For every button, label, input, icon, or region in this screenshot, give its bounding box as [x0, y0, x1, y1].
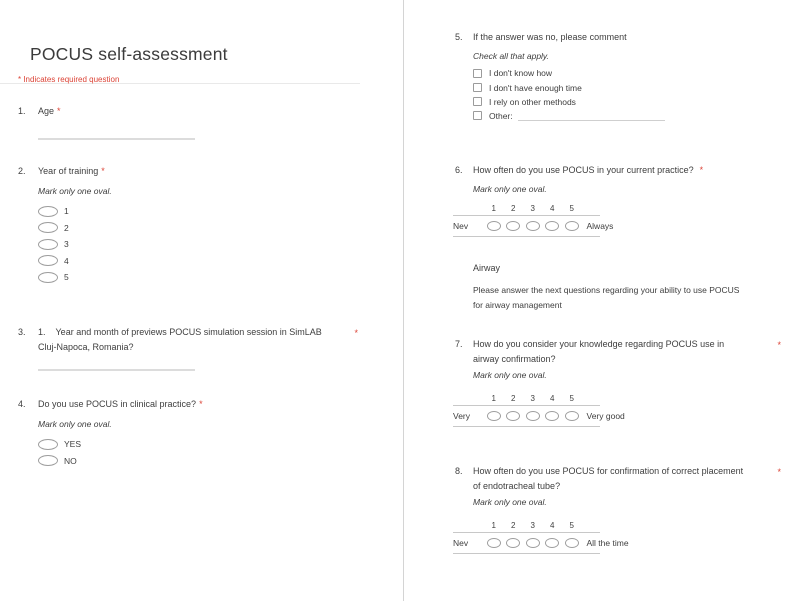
question-6-text: How often do you use POCUS in your current practice?: [473, 165, 694, 175]
other-option-label: Other:: [489, 111, 513, 121]
checkbox-icon[interactable]: [473, 83, 482, 92]
scale-oval-icon[interactable]: [487, 221, 501, 231]
radio-option-label: 3: [64, 239, 69, 250]
checkbox-option[interactable]: [473, 80, 582, 94]
radio-option-label: YES: [64, 439, 82, 450]
scale-tick: 5: [569, 394, 574, 403]
scale-tick: 1: [491, 204, 496, 213]
checkbox-option-label: I don't know how: [489, 68, 553, 79]
scale-oval-icon[interactable]: [565, 411, 579, 421]
question-3-text: 1. Year and month of previews POCUS simulation session in SimLAB Cluj-Napoca, Romania?: [38, 327, 325, 352]
question-8-hint: Mark only one oval.: [473, 497, 547, 507]
radio-oval-icon[interactable]: [38, 255, 58, 266]
scale-left-label: Very: [453, 411, 471, 421]
scale-oval-icon[interactable]: [487, 538, 501, 548]
question-2-hint: Mark only one oval.: [38, 186, 112, 196]
radio-option[interactable]: [38, 269, 69, 286]
question-5-checkboxes: [473, 66, 582, 109]
radio-oval-icon[interactable]: [38, 239, 58, 250]
checkbox-option[interactable]: [473, 66, 582, 80]
question-3: [18, 325, 358, 354]
question-5-text: If the answer was no, please comment: [473, 32, 627, 42]
checkbox-option-label: I rely on other methods: [489, 96, 576, 107]
question-5: [455, 30, 781, 45]
scale-oval-icon[interactable]: [545, 221, 559, 231]
scale-tick: 2: [511, 521, 516, 530]
question-5-hint: Check all that apply.: [473, 51, 549, 61]
question-8-scale: [453, 517, 629, 554]
checkbox-option-label: I don't have enough time: [489, 82, 582, 93]
radio-option[interactable]: [38, 236, 69, 253]
scale-tick: 1: [491, 521, 496, 530]
checkbox-icon[interactable]: [473, 69, 482, 78]
scale-tick: 4: [550, 204, 555, 213]
scale-row: [453, 215, 614, 237]
question-2-options: [38, 203, 69, 286]
question-3-number: 3.: [18, 327, 26, 337]
question-2-number: 2.: [18, 166, 26, 176]
scale-tick: 5: [569, 521, 574, 530]
scale-tick: 4: [550, 394, 555, 403]
radio-option[interactable]: [38, 220, 69, 237]
required-asterisk: *: [57, 106, 61, 116]
radio-option-label: 4: [64, 255, 69, 266]
checkbox-icon[interactable]: [473, 111, 482, 120]
scale-oval-icon[interactable]: [506, 538, 520, 548]
radio-option-label: 1: [64, 206, 69, 217]
scale-oval-icon[interactable]: [545, 411, 559, 421]
question-4: [18, 397, 358, 412]
scale-right-label: Always: [586, 221, 614, 231]
question-6-scale: [453, 200, 614, 237]
required-asterisk: *: [777, 467, 781, 477]
question-1-number: 1.: [18, 106, 26, 116]
column-divider: [403, 0, 404, 601]
scale-left-label: Nev: [453, 538, 469, 548]
required-note: * Indicates required question: [18, 75, 120, 84]
question-1-answer-line[interactable]: [38, 138, 195, 140]
radio-option[interactable]: [38, 436, 81, 453]
scale-tick: 2: [511, 394, 516, 403]
required-asterisk: *: [354, 328, 358, 338]
scale-tick: 5: [569, 204, 574, 213]
scale-tick-labels: [453, 517, 600, 532]
scale-oval-icon[interactable]: [487, 411, 501, 421]
radio-oval-icon[interactable]: [38, 455, 58, 466]
checkbox-icon[interactable]: [473, 97, 482, 106]
question-2: [18, 164, 358, 179]
scale-tick: 1: [491, 394, 496, 403]
question-8: [455, 464, 781, 493]
scale-tick: 3: [530, 394, 535, 403]
question-7: [455, 337, 781, 366]
question-6: [455, 163, 781, 178]
radio-oval-icon[interactable]: [38, 272, 58, 283]
scale-row: [453, 405, 625, 427]
scale-tick: 2: [511, 204, 516, 213]
section-description: Please answer the next questions regarding your ability to use POCUS for airway management: [473, 285, 740, 310]
radio-option[interactable]: [38, 253, 69, 270]
radio-option[interactable]: [38, 203, 69, 220]
question-6-hint: Mark only one oval.: [473, 184, 547, 194]
question-5-number: 5.: [455, 32, 463, 42]
radio-option-label: 5: [64, 272, 69, 283]
scale-tick-labels: [453, 390, 600, 405]
scale-tick: 4: [550, 521, 555, 530]
required-asterisk: *: [777, 340, 781, 350]
question-3-answer-line[interactable]: [38, 369, 195, 371]
scale-oval-icon[interactable]: [526, 411, 540, 421]
checkbox-option[interactable]: [473, 95, 582, 109]
scale-left-label: Nev: [453, 221, 469, 231]
scale-tick-labels: [453, 200, 600, 215]
scale-oval-icon[interactable]: [526, 538, 540, 548]
scale-oval-icon[interactable]: [506, 411, 520, 421]
scale-right-label: All the time: [586, 538, 629, 548]
question-6-number: 6.: [455, 165, 463, 175]
radio-oval-icon[interactable]: [38, 439, 58, 450]
radio-oval-icon[interactable]: [38, 222, 58, 233]
question-8-number: 8.: [455, 466, 463, 476]
other-answer-line[interactable]: [518, 111, 665, 121]
scale-oval-icon[interactable]: [545, 538, 559, 548]
scale-oval-icon[interactable]: [506, 221, 520, 231]
required-asterisk: *: [101, 166, 105, 176]
question-4-hint: Mark only one oval.: [38, 419, 112, 429]
radio-option[interactable]: [38, 453, 81, 470]
form-title: POCUS self-assessment: [30, 44, 228, 64]
question-4-text: Do you use POCUS in clinical practice?: [38, 399, 197, 409]
checkbox-option-other[interactable]: [473, 111, 665, 121]
scale-oval-icon[interactable]: [526, 221, 540, 231]
scale-tick: 3: [530, 204, 535, 213]
radio-option-label: 2: [64, 222, 69, 233]
radio-oval-icon[interactable]: [38, 206, 58, 217]
radio-option-label: NO: [64, 455, 77, 466]
scale-tick: 3: [530, 521, 535, 530]
question-4-options: [38, 436, 81, 469]
required-asterisk: *: [199, 399, 203, 409]
section-title: Airway: [473, 263, 501, 273]
question-4-number: 4.: [18, 399, 26, 409]
scale-oval-icon[interactable]: [565, 538, 579, 548]
scale-right-label: Very good: [586, 411, 625, 421]
question-7-scale: [453, 390, 625, 427]
question-7-hint: Mark only one oval.: [473, 370, 547, 380]
scale-oval-icon[interactable]: [565, 221, 579, 231]
scale-row: [453, 532, 629, 554]
question-1-text: Age: [38, 106, 55, 116]
question-7-number: 7.: [455, 339, 463, 349]
question-7-text: How do you consider your knowledge regarding POCUS use in airway confirmation?: [473, 339, 727, 364]
question-2-text: Year of training: [38, 166, 99, 176]
question-8-text: How often do you use POCUS for confirmation of correct placement of endotracheal tube?: [473, 466, 746, 491]
question-1: [18, 104, 358, 119]
required-asterisk: *: [699, 165, 704, 175]
